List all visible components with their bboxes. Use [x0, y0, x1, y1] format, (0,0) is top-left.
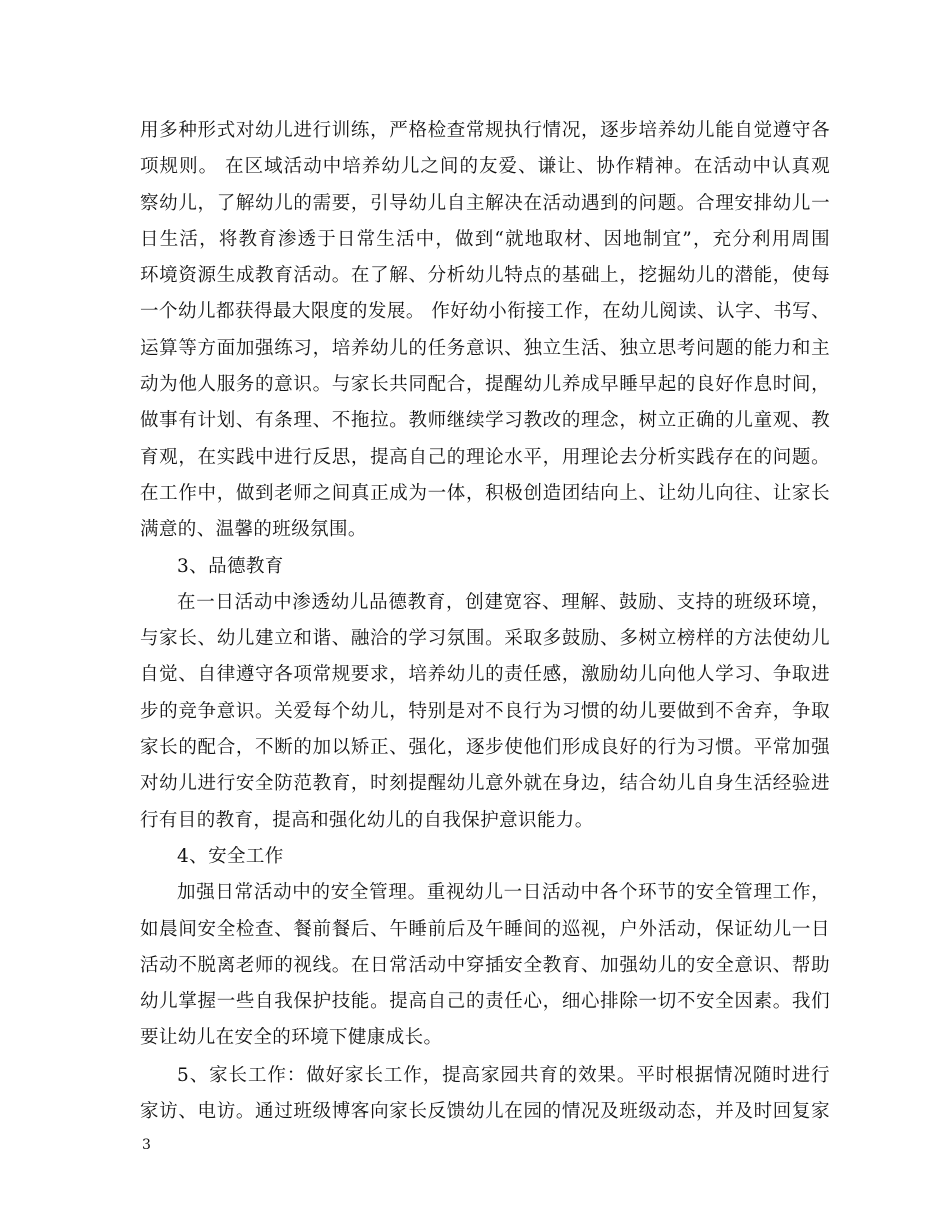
text-line: 5、家长工作：做好家长工作，提高家园共育的效果。平时根据情况随时进行 [177, 1064, 830, 1086]
text-line: 活动不脱离老师的视线。在日常活动中穿插安全教育、加强幼儿的安全意识、帮助 [140, 954, 830, 976]
text-line: 满意的、温馨的班级氛围。 [140, 519, 367, 541]
text-line: 环境资源生成教育活动。在了解、分析幼儿特点的基础上，挖掘幼儿的潜能，使每 [140, 265, 830, 287]
text-line: 行有目的教育，提高和强化幼儿的自我保护意识能力。 [140, 809, 594, 831]
text-line: 幼儿掌握一些自我保护技能。提高自己的责任心，细心排除一切不安全因素。我们 [140, 991, 830, 1013]
text-line: 自觉、自律遵守各项常规要求，培养幼儿的责任感，激励幼儿向他人学习、争取进 [140, 664, 830, 686]
text-line: 家长的配合，不断的加以矫正、强化，逐步使他们形成良好的行为习惯。平常加强 [140, 737, 830, 759]
text-line: 对幼儿进行安全防范教育，时刻提醒幼儿意外就在身边，结合幼儿自身生活经验进 [140, 773, 830, 795]
section-heading: 3、品德教育 [177, 555, 284, 577]
document-body [140, 113, 830, 1130]
section-heading: 4、安全工作 [177, 845, 284, 867]
page-number: 3 [142, 1137, 151, 1153]
text-line: 动为他人服务的意识。与家长共同配合，提醒幼儿养成早睡早起的良好作息时间， [140, 374, 830, 396]
text-line: 项规则。 在区域活动中培养幼儿之间的友爱、谦让、协作精神。在活动中认真观 [140, 156, 830, 178]
text-line: 做事有计划、有条理、不拖拉。教师继续学习教改的理念，树立正确的儿童观、教 [140, 410, 830, 432]
text-line: 运算等方面加强练习，培养幼儿的任务意识、独立生活、独立思考问题的能力和主 [140, 337, 830, 359]
text-line: 一个幼儿都获得最大限度的发展。 作好幼小衔接工作，在幼儿阅读、认字、书写、 [140, 301, 830, 323]
text-line: 家访、电访。通过班级博客向家长反馈幼儿在园的情况及班级动态，并及时回复家 [140, 1101, 830, 1123]
text-line: 察幼儿，了解幼儿的需要，引导幼儿自主解决在活动遇到的问题。合理安排幼儿一 [140, 192, 830, 214]
text-line: 在一日活动中渗透幼儿品德教育，创建宽容、理解、鼓励、支持的班级环境， [177, 591, 830, 613]
text-line: 加强日常活动中的安全管理。重视幼儿一日活动中各个环节的安全管理工作， [177, 882, 830, 904]
text-line: 与家长、幼儿建立和谐、融洽的学习氛围。采取多鼓励、多树立榜样的方法使幼儿 [140, 628, 830, 650]
text-line: 育观，在实践中进行反思，提高自己的理论水平，用理论去分析实践存在的问题。 [140, 446, 830, 468]
text-line: 在工作中，做到老师之间真正成为一体，积极创造团结向上、让幼儿向往、让家长 [140, 482, 830, 504]
text-line: 要让幼儿在安全的环境下健康成长。 [140, 1027, 443, 1049]
text-line: 日生活，将教育渗透于日常生活中，做到“就地取材、因地制宜”，充分利用周围 [140, 228, 830, 250]
text-line: 如晨间安全检查、餐前餐后、午睡前后及午睡间的巡视，户外活动，保证幼儿一日 [140, 918, 830, 940]
text-line: 用多种形式对幼儿进行训练，严格检查常规执行情况，逐步培养幼儿能自觉遵守各 [140, 120, 830, 141]
text-line: 步的竞争意识。关爱每个幼儿，特别是对不良行为习惯的幼儿要做到不舍弃，争取 [140, 700, 830, 722]
